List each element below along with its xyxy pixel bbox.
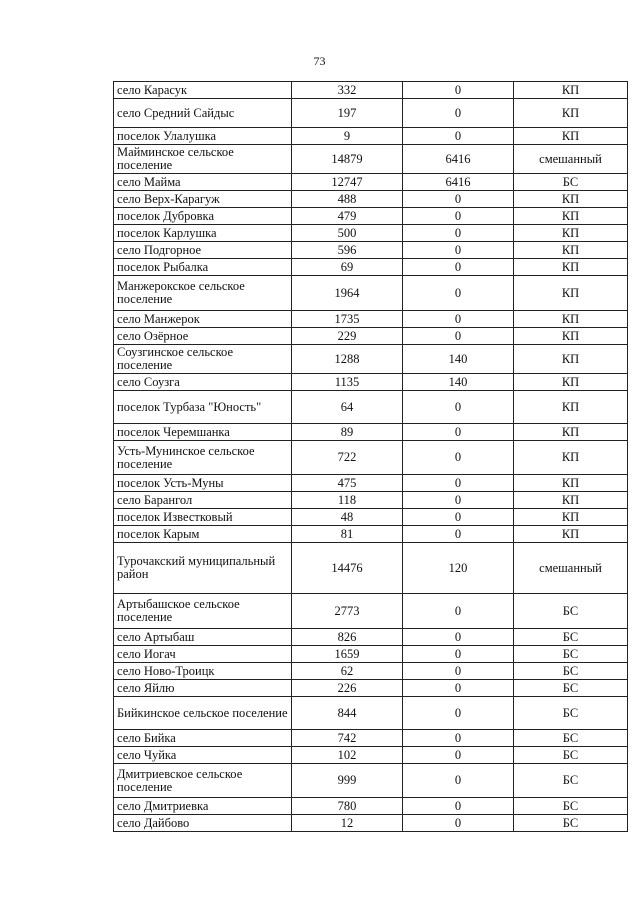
value-cell: 140	[403, 374, 514, 391]
population-cell: 12	[292, 815, 403, 832]
population-cell: 1659	[292, 646, 403, 663]
table-row	[114, 441, 628, 475]
population-cell: 9	[292, 128, 403, 145]
value-cell: 140	[403, 345, 514, 374]
type-cell: КП	[514, 276, 628, 311]
population-cell: 12747	[292, 174, 403, 191]
type-cell: КП	[514, 259, 628, 276]
population-cell: 1964	[292, 276, 403, 311]
type-cell: КП	[514, 475, 628, 492]
value-cell: 0	[403, 680, 514, 697]
population-cell: 500	[292, 225, 403, 242]
table-row	[114, 543, 628, 594]
value-cell: 6416	[403, 145, 514, 174]
population-cell: 596	[292, 242, 403, 259]
settlement-name-cell: поселок Известковый	[114, 509, 292, 526]
table-row	[114, 128, 628, 145]
type-cell: КП	[514, 225, 628, 242]
population-cell: 332	[292, 82, 403, 99]
type-cell: КП	[514, 208, 628, 225]
value-cell: 0	[403, 594, 514, 629]
value-cell: 0	[403, 629, 514, 646]
population-cell: 1288	[292, 345, 403, 374]
table-row	[114, 259, 628, 276]
table-row	[114, 145, 628, 174]
settlement-name-cell: поселок Карлушка	[114, 225, 292, 242]
population-cell: 479	[292, 208, 403, 225]
population-cell: 81	[292, 526, 403, 543]
value-cell: 0	[403, 424, 514, 441]
value-cell: 0	[403, 328, 514, 345]
value-cell: 0	[403, 663, 514, 680]
settlement-name-cell: село Яйлю	[114, 680, 292, 697]
settlement-name-cell: Майминское сельское поселение	[114, 145, 292, 174]
settlement-name-cell: село Бийка	[114, 730, 292, 747]
population-cell: 1135	[292, 374, 403, 391]
settlement-name-cell: поселок Рыбалка	[114, 259, 292, 276]
type-cell: КП	[514, 441, 628, 475]
population-cell: 488	[292, 191, 403, 208]
table-row	[114, 747, 628, 764]
settlement-name-cell: село Соузга	[114, 374, 292, 391]
population-cell: 14879	[292, 145, 403, 174]
value-cell: 0	[403, 225, 514, 242]
type-cell: БС	[514, 646, 628, 663]
table-row	[114, 475, 628, 492]
table-row	[114, 99, 628, 128]
value-cell: 0	[403, 391, 514, 424]
table-row	[114, 526, 628, 543]
type-cell: БС	[514, 697, 628, 730]
population-cell: 89	[292, 424, 403, 441]
settlement-name-cell: поселок Усть-Муны	[114, 475, 292, 492]
type-cell: КП	[514, 82, 628, 99]
value-cell: 0	[403, 730, 514, 747]
settlement-name-cell: Манжерокское сельское поселение	[114, 276, 292, 311]
page-number: 73	[313, 54, 326, 68]
settlement-name-cell: поселок Карым	[114, 526, 292, 543]
settlement-name-cell: село Средний Сайдыс	[114, 99, 292, 128]
table-row	[114, 492, 628, 509]
value-cell: 0	[403, 82, 514, 99]
population-cell: 780	[292, 798, 403, 815]
settlement-name-cell: село Манжерок	[114, 311, 292, 328]
settlement-name-cell: село Артыбаш	[114, 629, 292, 646]
table-row	[114, 328, 628, 345]
type-cell: КП	[514, 345, 628, 374]
type-cell: КП	[514, 424, 628, 441]
value-cell: 6416	[403, 174, 514, 191]
table-row	[114, 208, 628, 225]
table-row	[114, 311, 628, 328]
population-cell: 1735	[292, 311, 403, 328]
settlement-name-cell: поселок Турбаза "Юность"	[114, 391, 292, 424]
table-row	[114, 82, 628, 99]
type-cell: БС	[514, 730, 628, 747]
population-cell: 844	[292, 697, 403, 730]
type-cell: БС	[514, 174, 628, 191]
population-cell: 64	[292, 391, 403, 424]
table-row	[114, 174, 628, 191]
table-row	[114, 697, 628, 730]
type-cell: КП	[514, 191, 628, 208]
settlement-name-cell: поселок Дубровка	[114, 208, 292, 225]
table-row	[114, 424, 628, 441]
type-cell: БС	[514, 764, 628, 798]
value-cell: 0	[403, 441, 514, 475]
value-cell: 0	[403, 475, 514, 492]
value-cell: 0	[403, 697, 514, 730]
type-cell: КП	[514, 242, 628, 259]
table-row	[114, 629, 628, 646]
population-cell: 722	[292, 441, 403, 475]
settlement-name-cell: село Майма	[114, 174, 292, 191]
population-cell: 999	[292, 764, 403, 798]
type-cell: БС	[514, 815, 628, 832]
type-cell: смешанный	[514, 145, 628, 174]
population-cell: 197	[292, 99, 403, 128]
type-cell: БС	[514, 680, 628, 697]
settlement-name-cell: село Дмитриевка	[114, 798, 292, 815]
value-cell: 120	[403, 543, 514, 594]
type-cell: КП	[514, 311, 628, 328]
settlements-table	[113, 81, 628, 832]
settlement-name-cell: Усть-Мунинское сельское поселение	[114, 441, 292, 475]
type-cell: КП	[514, 492, 628, 509]
table-row	[114, 345, 628, 374]
table-row	[114, 276, 628, 311]
table-row	[114, 646, 628, 663]
table-row	[114, 225, 628, 242]
population-cell: 14476	[292, 543, 403, 594]
value-cell: 0	[403, 764, 514, 798]
type-cell: КП	[514, 526, 628, 543]
type-cell: БС	[514, 747, 628, 764]
settlement-name-cell: Соузгинское сельское поселение	[114, 345, 292, 374]
table-row	[114, 594, 628, 629]
settlement-name-cell: Турочакский муниципальный район	[114, 543, 292, 594]
table-row	[114, 374, 628, 391]
type-cell: КП	[514, 391, 628, 424]
value-cell: 0	[403, 259, 514, 276]
type-cell: БС	[514, 663, 628, 680]
population-cell: 69	[292, 259, 403, 276]
population-cell: 475	[292, 475, 403, 492]
value-cell: 0	[403, 99, 514, 128]
settlement-name-cell: поселок Улалушка	[114, 128, 292, 145]
value-cell: 0	[403, 747, 514, 764]
value-cell: 0	[403, 276, 514, 311]
type-cell: БС	[514, 629, 628, 646]
type-cell: БС	[514, 594, 628, 629]
value-cell: 0	[403, 815, 514, 832]
type-cell: КП	[514, 328, 628, 345]
settlement-name-cell: село Чуйка	[114, 747, 292, 764]
population-cell: 62	[292, 663, 403, 680]
table-body	[114, 82, 628, 832]
value-cell: 0	[403, 492, 514, 509]
value-cell: 0	[403, 242, 514, 259]
table-row	[114, 730, 628, 747]
settlement-name-cell: поселок Черемшанка	[114, 424, 292, 441]
settlement-name-cell: село Барангол	[114, 492, 292, 509]
population-cell: 2773	[292, 594, 403, 629]
type-cell: БС	[514, 798, 628, 815]
type-cell: КП	[514, 509, 628, 526]
value-cell: 0	[403, 311, 514, 328]
type-cell: КП	[514, 99, 628, 128]
value-cell: 0	[403, 191, 514, 208]
table-row	[114, 191, 628, 208]
population-cell: 48	[292, 509, 403, 526]
population-cell: 226	[292, 680, 403, 697]
value-cell: 0	[403, 526, 514, 543]
settlement-name-cell: Бийкинское сельское поселение	[114, 697, 292, 730]
population-cell: 229	[292, 328, 403, 345]
table-row	[114, 680, 628, 697]
table-row	[114, 663, 628, 680]
type-cell: КП	[514, 128, 628, 145]
settlement-name-cell: село Верх-Карагуж	[114, 191, 292, 208]
value-cell: 0	[403, 798, 514, 815]
table-row	[114, 509, 628, 526]
table-row	[114, 815, 628, 832]
population-cell: 742	[292, 730, 403, 747]
value-cell: 0	[403, 128, 514, 145]
table-row	[114, 391, 628, 424]
settlement-name-cell: село Озёрное	[114, 328, 292, 345]
population-cell: 826	[292, 629, 403, 646]
type-cell: КП	[514, 374, 628, 391]
value-cell: 0	[403, 646, 514, 663]
population-cell: 102	[292, 747, 403, 764]
settlement-name-cell: село Карасук	[114, 82, 292, 99]
settlement-name-cell: Дмитриевское сельское поселение	[114, 764, 292, 798]
value-cell: 0	[403, 208, 514, 225]
type-cell: смешанный	[514, 543, 628, 594]
settlement-name-cell: Артыбашское сельское поселение	[114, 594, 292, 629]
table-row	[114, 242, 628, 259]
settlement-name-cell: село Дайбово	[114, 815, 292, 832]
population-cell: 118	[292, 492, 403, 509]
table-row	[114, 798, 628, 815]
value-cell: 0	[403, 509, 514, 526]
table-row	[114, 764, 628, 798]
settlement-name-cell: село Подгорное	[114, 242, 292, 259]
settlement-name-cell: село Иогач	[114, 646, 292, 663]
settlement-name-cell: село Ново-Троицк	[114, 663, 292, 680]
